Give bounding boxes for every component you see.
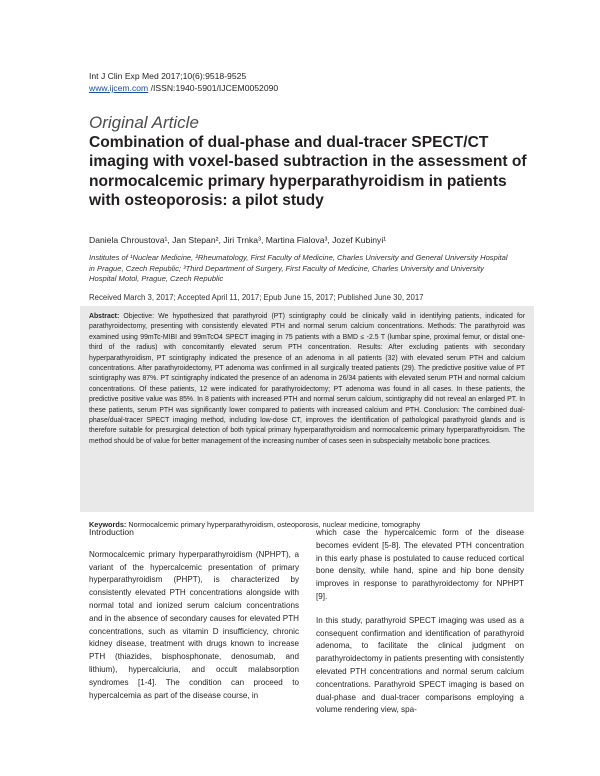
issn-text: /ISSN:1940-5901/IJCEM0052090 [148, 83, 279, 93]
abstract-body: Objective: We hypothesized that parathyroid (PT) scintigraphy could be clinically valid in identifying patients, indicated for parathyroidectomy, presenting with consistently elevated PTH and normal serum calcium concentrations. Methods: The parathyroid was examined using 99mTc-MIBI and 99mTcO4 SPECT imaging in 75 patients with a BMD ≤ -2.5 T (lumbar spine, proximal femur, or distal one-third of the radius) with concomitantly elevated serum PTH concentration. Results: After excluding patients with secondary hyperparathyroidism, PT scintigraphy indicated the presence of an adenoma in all patients (32) with elevated serum PTH and calcium concentrations. After parathyroidectomy, PT adenoma was confirmed in all surgically treated patients (29). The predictive positive value of PT scintigraphy was 87%. PT scintigraphy indicated the presence of an adenoma in 26/34 patients with elevated serum PTH and normal calcium concentrations. Of these patients, 12 were indicated for parathyroidectomy; PT adenoma was found in all cases. In these patients, the predictive positive value was 85%. In 8 patients with increased PTH and normal serum calcium, scintigraphy did not reveal an enlarged PT. In these patients, serum PTH was significantly lower compared to patients with increased calcium and PTH. Conclusion: The combined dual-phase/dual-tracer SPECT imaging method, including low-dose CT, improves the identification of pathological parathyroid glands and is therefore suitable for presurgical detection of both typical primary hyperparathyroidism and normocalcemic primary hyperparathyroidism. The method should be of value for better management of the increasing number of cases seen in subspecialty metabolic bone practices. [89, 313, 525, 445]
section-heading-introduction: Introduction [89, 527, 134, 537]
paper-title: Combination of dual-phase and dual-tracer SPECT/CT imaging with voxel-based subtraction in the assessment of normocalcemic primary hyperparathyroidism in patients with osteoporosis: a pilot study [89, 134, 527, 210]
journal-citation: Int J Clin Exp Med 2017;10(6):9518-9525 [89, 71, 247, 81]
body-column-right [316, 527, 524, 728]
abstract-text [89, 312, 525, 447]
journal-header [89, 70, 278, 94]
author-list: Daniela Chroustova¹, Jan Stepan², Jiri Trnka³, Martina Fialova³, Jozef Kubinyi¹ [89, 235, 387, 245]
journal-website-link[interactable]: www.ijcem.com [89, 83, 149, 93]
keywords-label: Keywords: [89, 520, 127, 529]
body-paragraph: Normocalcemic primary hyperparathyroidism (NPHPT), a variant of the hypercalcemic presentation of primary hyperparathyroidism (PHPT), is characterized by consistently elevated PTH concentrations alongside with normal total and ionized serum calcium concentrations and in the absence of secondary causes for elevated PTH concentrations, such as vitamin D insufficiency, chronic kidney disease, treatment with drugs known to increase PTH (thiazides, bisphosphonate, denosumab, and lithium), hypercalciuria, and occult malabsorption syndromes [1-4]. The condition can proceed to hypercalcemia as part of the disease course, in [89, 549, 299, 700]
article-type: Original Article [89, 113, 199, 132]
keywords-text: Normocalcemic primary hyperparathyroidism, osteoporosis, nuclear medicine, tomography [126, 520, 421, 529]
body-paragraph: which case the hypercalcemic form of the disease becomes evident [5-8]. The elevated PTH concentration in this early phase is postulated to cause reduced cortical bone density, while hand, spine and hip bone density improves in response to parathyroidectomy for NPHPT [9]. [316, 528, 524, 601]
affiliations: Institutes of ¹Nuclear Medicine, ²Rheumatology, First Faculty of Medicine, Charles University and General University Hospital in Prague, Czech Republic; ³Third Department of Surgery, First Faculty of Medicine, Charles University and University Hospital Motol, Prague, Czech Republic [89, 253, 508, 284]
body-column-left [89, 520, 299, 713]
abstract-label: Abstract: [89, 313, 120, 320]
abstract-box [80, 306, 534, 512]
body-paragraph: In this study, parathyroid SPECT imaging was used as a consequent confirmation and identification of parathyroid adenoma, to facilitate the clinical judgment on parathyroidectomy in patients presenting with consistently elevated PTH concentrations and normal serum calcium concentrations. Parathyroid SPECT imaging is based on dual-phase and dual-tracer comparisons employing a volume rendering view, spa- [316, 615, 524, 715]
publication-dates: Received March 3, 2017; Accepted April 11, 2017; Epub June 15, 2017; Published June 30, 2017 [89, 293, 424, 302]
journal-link-line [89, 82, 278, 94]
